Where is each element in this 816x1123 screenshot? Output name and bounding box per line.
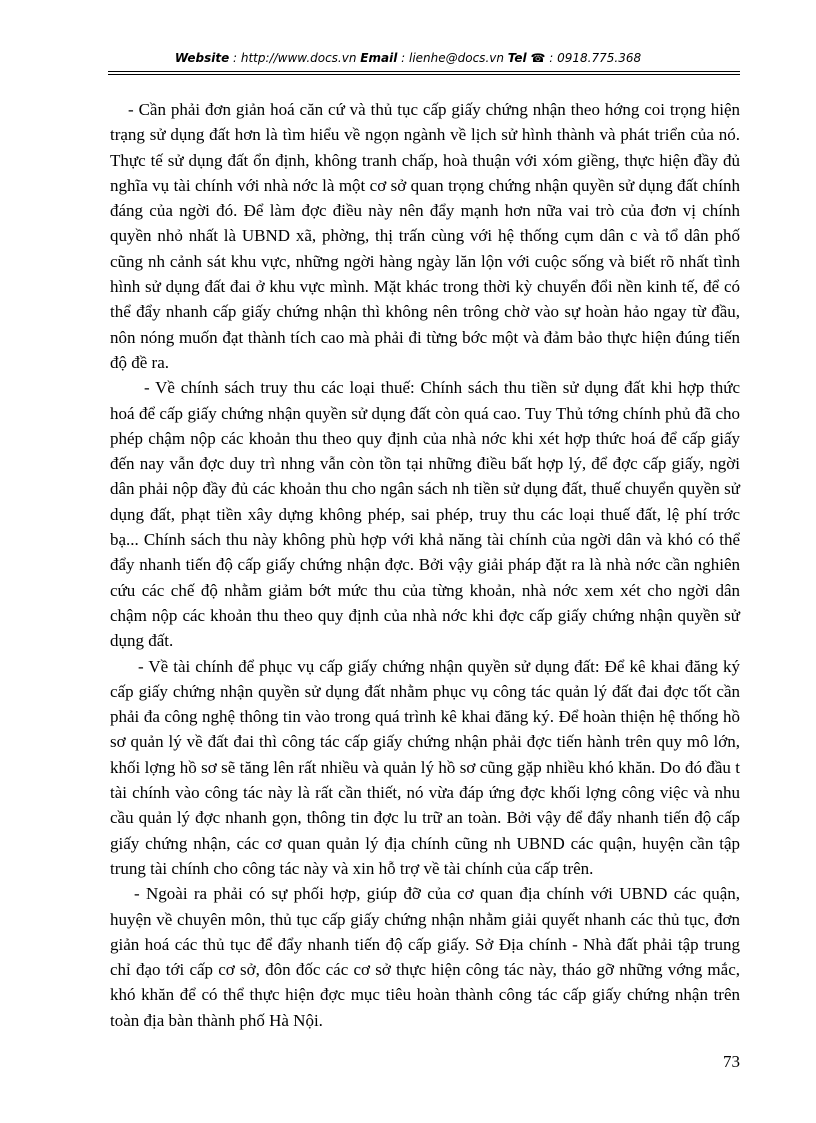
phone-icon: ☎ xyxy=(530,51,546,65)
header-rule-top xyxy=(108,71,740,72)
website-label: Website xyxy=(174,51,230,65)
tel-label: Tel xyxy=(507,51,527,65)
header-rule-bottom xyxy=(108,74,740,75)
tel-value: : 0918.775.368 xyxy=(545,51,642,65)
paragraph-1: - Cần phải đơn giản hoá căn cứ và thủ tục cấp giấy chứng nhận theo hớng coi trọng hiện trạng sử dụng đất hơn là tìm hiểu về ngọn ngành về lịch sử hình thành và phát triển của nó. Thực tế sử dụng đất ổn định, không tranh chấp, hoà thuận với xóm giềng, thực hiện đầy đủ nghĩa vụ tài chính với nhà nớc là một cơ sở quan trọng chứng nhận quyền sử dụng đất chính đáng của ngời đó. Để làm đợc điều này nên đẩy mạnh hơn nữa vai trò của đơn vị chính quyền nhỏ nhất là UBND xã, phờng, thị trấn cùng với hệ thống cụm dân c và tổ dân phố cũng nh cảnh sát khu vực, những ngời hàng ngày lăn lộn với cuộc sống và biết rõ nhất tình hình sử dụng đất đai ở khu vực mình. Mặt khác trong thời kỳ chuyển đổi nền kinh tế, để có thể đẩy nhanh cấp giấy chứng nhận thì không nên trông chờ vào sự hoàn hảo ngay từ đầu, nôn nóng muốn đạt thành tích cao mà phải đi từng bớc một và đảm bảo thực hiện đúng tiến độ đề ra. xyxy=(110,100,740,372)
email-label: Email xyxy=(360,51,398,65)
body-text xyxy=(110,97,740,1033)
website-value: : http://www.docs.vn xyxy=(229,51,361,65)
paragraph-4: - Ngoài ra phải có sự phối hợp, giúp đỡ của cơ quan địa chính với UBND các quận, huyện về chuyên môn, thủ tục cấp giấy chứng nhận nhằm giải quyết nhanh các thủ tục, đơn giản hoá các thủ tục để đẩy nhanh tiến độ cấp giấy. Sở Địa chính - Nhà đất phải tập trung chỉ đạo tới cấp cơ sở, đôn đốc các cơ sở thực hiện công tác này, tháo gỡ những vớng mắc, khó khăn để có thể thực hiện đợc mục tiêu hoàn thành công tác cấp giấy chứng nhận trên toàn địa bàn thành phố Hà Nội. xyxy=(110,884,740,1030)
page-header xyxy=(0,50,816,66)
email-value: : lienhe@docs.vn xyxy=(397,51,508,65)
paragraph-3: - Về tài chính để phục vụ cấp giấy chứng nhận quyền sử dụng đất: Để kê khai đăng ký cấp giấy chứng nhận quyền sử dụng đất nhằm phục vụ công tác quản lý đất đai đợc tốt cần phải đa công nghệ thông tin vào trong quá trình kê khai đăng ký. Để hoàn thiện hệ thống hồ sơ quản lý về đất đai thì công tác cấp giấy chứng nhận phải đợc tiến hành trên quy mô lớn, khối lợng hồ sơ sẽ tăng lên rất nhiều và quản lý hồ sơ cũng gặp nhiều khó khăn. Do đó đầu t tài chính vào công tác này là rất cần thiết, nó vừa đáp ứng đợc khối lợng công việc và nhu cầu quản lý đợc nhanh gọn, thông tin đợc lu trữ an toàn. Bởi vậy để đẩy nhanh tiến độ cấp giấy chứng nhận, các cơ quan quản lý địa chính cũng nh UBND các quận, huyện cần tập trung tài chính cho công tác này và xin hỗ trợ về tài chính của cấp trên. xyxy=(110,656,740,878)
page-number: 73 xyxy=(723,1052,740,1071)
paragraph-2: - Về chính sách truy thu các loại thuế: Chính sách thu tiền sử dụng đất khi hợp thức hoá để cấp giấy chứng nhận quyền sử dụng đất còn quá cao. Tuy Thủ tớng chính phủ đã cho phép chậm nộp các khoản thu theo quy định của nhà nớc khi xét hợp thức hoá để cấp giấy đến nay vẫn đợc duy trì nhng vẫn còn tồn tại những điều bất hợp lý, để đợc cấp giấy, ngời dân phải nộp đầy đủ các khoản thu cho ngân sách nh tiền sử dụng đất, thuế chuyển quyền sử dụng đất, phạt tiền xây dựng không phép, sai phép, truy thu các loại thuế đất, lệ phí trớc bạ... Chính sách thu này không phù hợp với khả năng tài chính của ngời dân và khó có thể đẩy nhanh tiến độ cấp giấy chứng nhận đợc. Bởi vậy giải pháp đặt ra là nhà nớc cần nghiên cứu các chế độ nhằm giảm bớt mức thu của từng khoản, nhà nớc xem xét cho ngời dân chậm nộp các khoản thu theo quy định của nhà nớc khi đợc cấp giấy chứng nhận quyền sử dụng đất. xyxy=(110,378,740,651)
